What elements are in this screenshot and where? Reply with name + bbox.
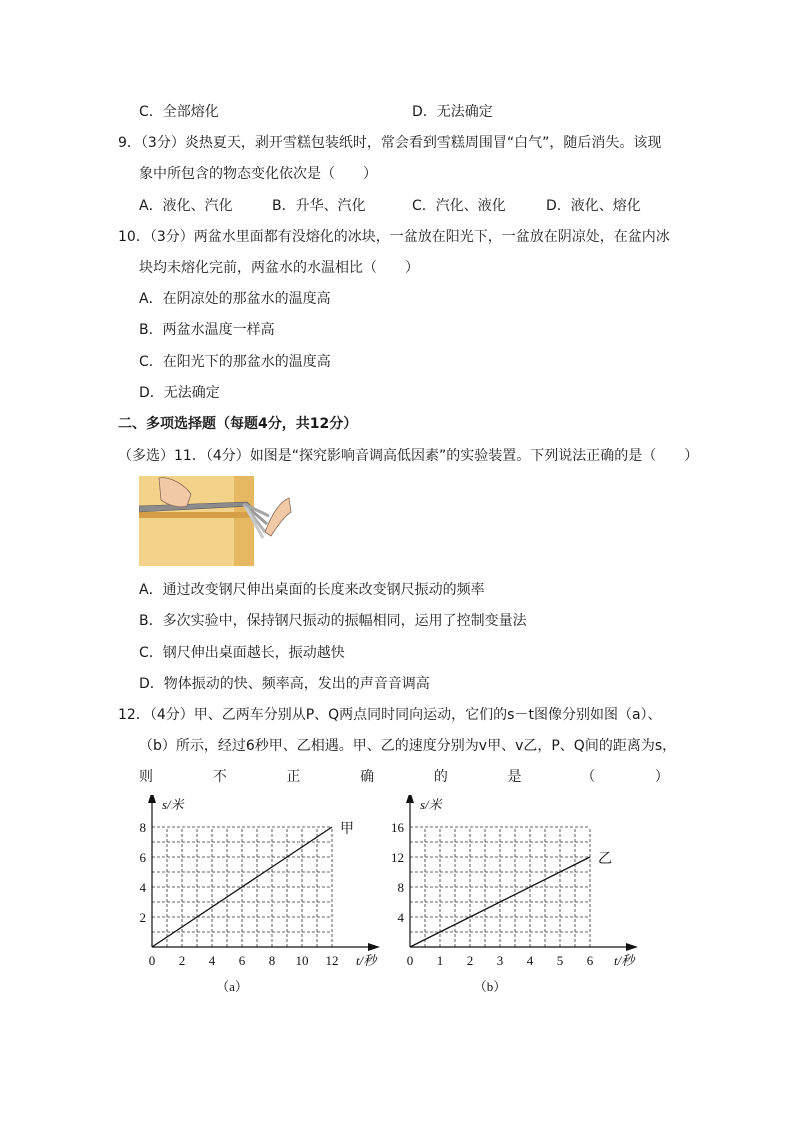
x-axis-label: t/秒 [356, 953, 377, 968]
y-axis-label: s/米 [162, 797, 184, 812]
q11-stem: （多选）11．（4分）如图是“探究影响音调高低因素”的实验装置。下列说法正确的是（ ） [118, 448, 699, 464]
q11-option-d: D．物体振动的快、频率高，发出的声音音调高 [139, 676, 430, 692]
q12-word: 则 [139, 769, 153, 785]
q12-word: 正 [286, 769, 301, 785]
x-tick-label: 1 [436, 953, 444, 968]
x-tick-label: 2 [178, 953, 186, 968]
ruler-experiment-illustration [139, 476, 299, 566]
q12-word: ） [654, 769, 669, 785]
chart-a [130, 795, 390, 1000]
q8-option-c: C．全部熔化 [139, 104, 219, 120]
series-label: 甲 [340, 822, 354, 837]
x-tick-label: 6 [238, 953, 246, 968]
x-tick-label: 4 [526, 953, 534, 968]
q9-option-a: A．液化、汽化 [139, 198, 233, 214]
q12-stem-line2: （b）所示，经过6秒甲、乙相遇。甲、乙的速度分别为v甲、v乙，P、Q间的距离为s， [139, 738, 677, 754]
x-axis-arrow [368, 943, 380, 951]
x-tick-label: 5 [556, 953, 564, 968]
y-tick-label: 4 [139, 880, 146, 895]
chart-caption: （b） [473, 979, 507, 994]
x-axis-label: t/秒 [614, 953, 635, 968]
x-tick-label: 10 [295, 953, 309, 968]
q10-option-d: D．无法确定 [139, 385, 220, 401]
x-tick-label: 4 [208, 953, 216, 968]
x-tick-label: 0 [148, 953, 156, 968]
q8-option-d: D．无法确定 [412, 104, 493, 120]
y-tick-label: 4 [397, 910, 404, 925]
y-tick-label: 6 [139, 850, 146, 865]
q12-word: 确 [360, 769, 375, 785]
x-tick-label: 3 [496, 953, 504, 968]
q10-stem-line1: 10．（3分）两盆水里面都有没熔化的冰块，一盆放在阳光下，一盆放在阴凉处，在盆内冰 [118, 229, 670, 245]
chart-b [388, 795, 648, 1000]
q9-option-b: B．升华、汽化 [272, 198, 366, 214]
y-tick-label: 8 [139, 820, 146, 835]
q12-word: 是 [507, 769, 522, 785]
y-tick-label: 8 [397, 880, 404, 895]
q12-stem-line1: 12．（4分）甲、乙两车分别从P、Q两点同时同向运动，它们的s－t图像分别如图（a）、 [118, 707, 662, 723]
q12-stem-line3 [139, 767, 669, 787]
q10-stem-line2: 块均未熔化完前，两盆水的水温相比（ ） [139, 260, 419, 276]
y-axis-arrow [406, 795, 414, 803]
q12-word: （ [581, 769, 596, 785]
q11-option-c: C．钢尺伸出桌面越长，振动越快 [139, 645, 345, 661]
section-title: 二、多项选择题（每题4分，共12分） [118, 416, 358, 432]
q9-option-c: C．汽化、液化 [412, 198, 506, 214]
q12-word: 的 [433, 769, 448, 785]
y-axis-label: s/米 [420, 797, 442, 812]
q11-option-a: A．通过改变钢尺伸出桌面的长度来改变钢尺振动的频率 [139, 582, 485, 598]
q9-option-d: D．液化、熔化 [546, 198, 641, 214]
y-tick-label: 2 [139, 910, 146, 925]
x-tick-label: 0 [406, 953, 414, 968]
x-tick-label: 12 [325, 953, 339, 968]
q10-option-a: A．在阴凉处的那盆水的温度高 [139, 291, 331, 307]
series-label: 乙 [598, 852, 612, 867]
x-axis-arrow [626, 943, 638, 951]
chart-caption: （a） [216, 979, 248, 994]
x-tick-label: 8 [268, 953, 276, 968]
q10-option-b: B．两盆水温度一样高 [139, 322, 275, 338]
y-tick-label: 12 [391, 850, 404, 865]
q9-stem-line1: 9．（3分）炎热夏天，剥开雪糕包装纸时，常会看到雪糕周围冒“白气”，随后消失。该现 [118, 135, 662, 151]
q10-option-c: C．在阳光下的那盆水的温度高 [139, 354, 331, 370]
x-tick-label: 2 [466, 953, 474, 968]
y-tick-label: 16 [391, 820, 404, 835]
y-axis-arrow [148, 795, 156, 803]
q11-option-b: B．多次实验中，保持钢尺振动的振幅相同，运用了控制变量法 [139, 613, 527, 629]
q12-word: 不 [212, 769, 227, 785]
x-tick-label: 6 [586, 953, 594, 968]
q9-stem-line2: 象中所包含的物态变化依次是（ ） [139, 166, 377, 182]
